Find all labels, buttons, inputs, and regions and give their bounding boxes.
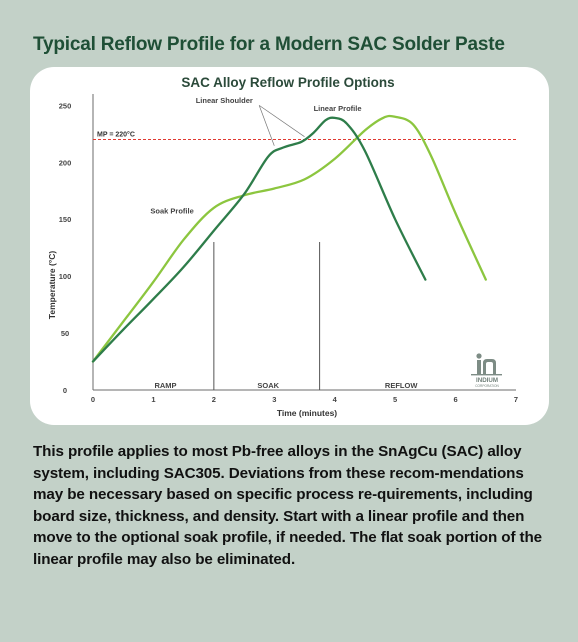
x-tick-label: 7 (513, 395, 519, 404)
phase-label: REFLOW (384, 381, 418, 391)
x-tick-label: 4 (332, 395, 337, 404)
x-tick-label: 2 (211, 395, 216, 404)
chart-title: SAC Alloy Reflow Profile Options (181, 75, 395, 90)
y-tick-label: 50 (60, 329, 70, 339)
x-tick-label: 1 (151, 395, 156, 404)
chart-axes (59, 94, 518, 404)
indium-logo (471, 353, 502, 388)
x-tick-label: 0 (90, 395, 96, 404)
indium-logo-text: INDIUM (476, 377, 498, 384)
y-tick-label: 100 (58, 272, 72, 282)
y-tick-label: 250 (58, 101, 72, 111)
phase-label: SOAK (257, 381, 280, 391)
reflow-profile-chart (30, 67, 549, 425)
linear-shoulder-label: Linear Shoulder (195, 96, 253, 106)
x-tick-label: 3 (272, 395, 277, 404)
linear-profile-line (93, 118, 425, 362)
x-tick-label: 6 (453, 395, 458, 404)
linear-profile-label: Linear Profile (313, 104, 362, 114)
chart-annotations (150, 96, 418, 390)
y-axis-label: Temperature (°C) (47, 250, 57, 320)
indium-logo-icon (471, 353, 502, 375)
description-text: This profile applies to most Pb-free alloys in the SnAgCu (SAC) alloy system, including SAC305. Deviations from these recom-mendations may be necessary based on specific process re-quirements, including board size, thickness, and density. Start with a linear profile and then move to the optional soak profile, if needed. The flat soak portion of the linear profile may also be eliminated. (33, 443, 543, 568)
x-axis-label: Time (minutes) (276, 408, 338, 418)
y-tick-label: 0 (62, 386, 68, 395)
linear-shoulder-pointer (259, 105, 304, 136)
indium-logo-subtext: CORPORATION (475, 384, 499, 388)
melting-point-line (93, 131, 516, 140)
y-tick-label: 150 (58, 215, 72, 225)
linear-shoulder-pointer (259, 105, 274, 145)
soak-profile-line (93, 116, 486, 361)
x-tick-label: 5 (393, 395, 398, 404)
chart-card (30, 67, 549, 425)
phase-dividers (214, 242, 320, 390)
y-tick-label: 200 (58, 158, 72, 168)
page-title: Typical Reflow Profile for a Modern SAC Solder Paste (33, 34, 505, 55)
series-lines (93, 116, 486, 361)
phase-label: RAMP (154, 381, 177, 391)
melting-point-label: MP = 220°C (97, 131, 135, 139)
soak-profile-label: Soak Profile (150, 206, 194, 216)
